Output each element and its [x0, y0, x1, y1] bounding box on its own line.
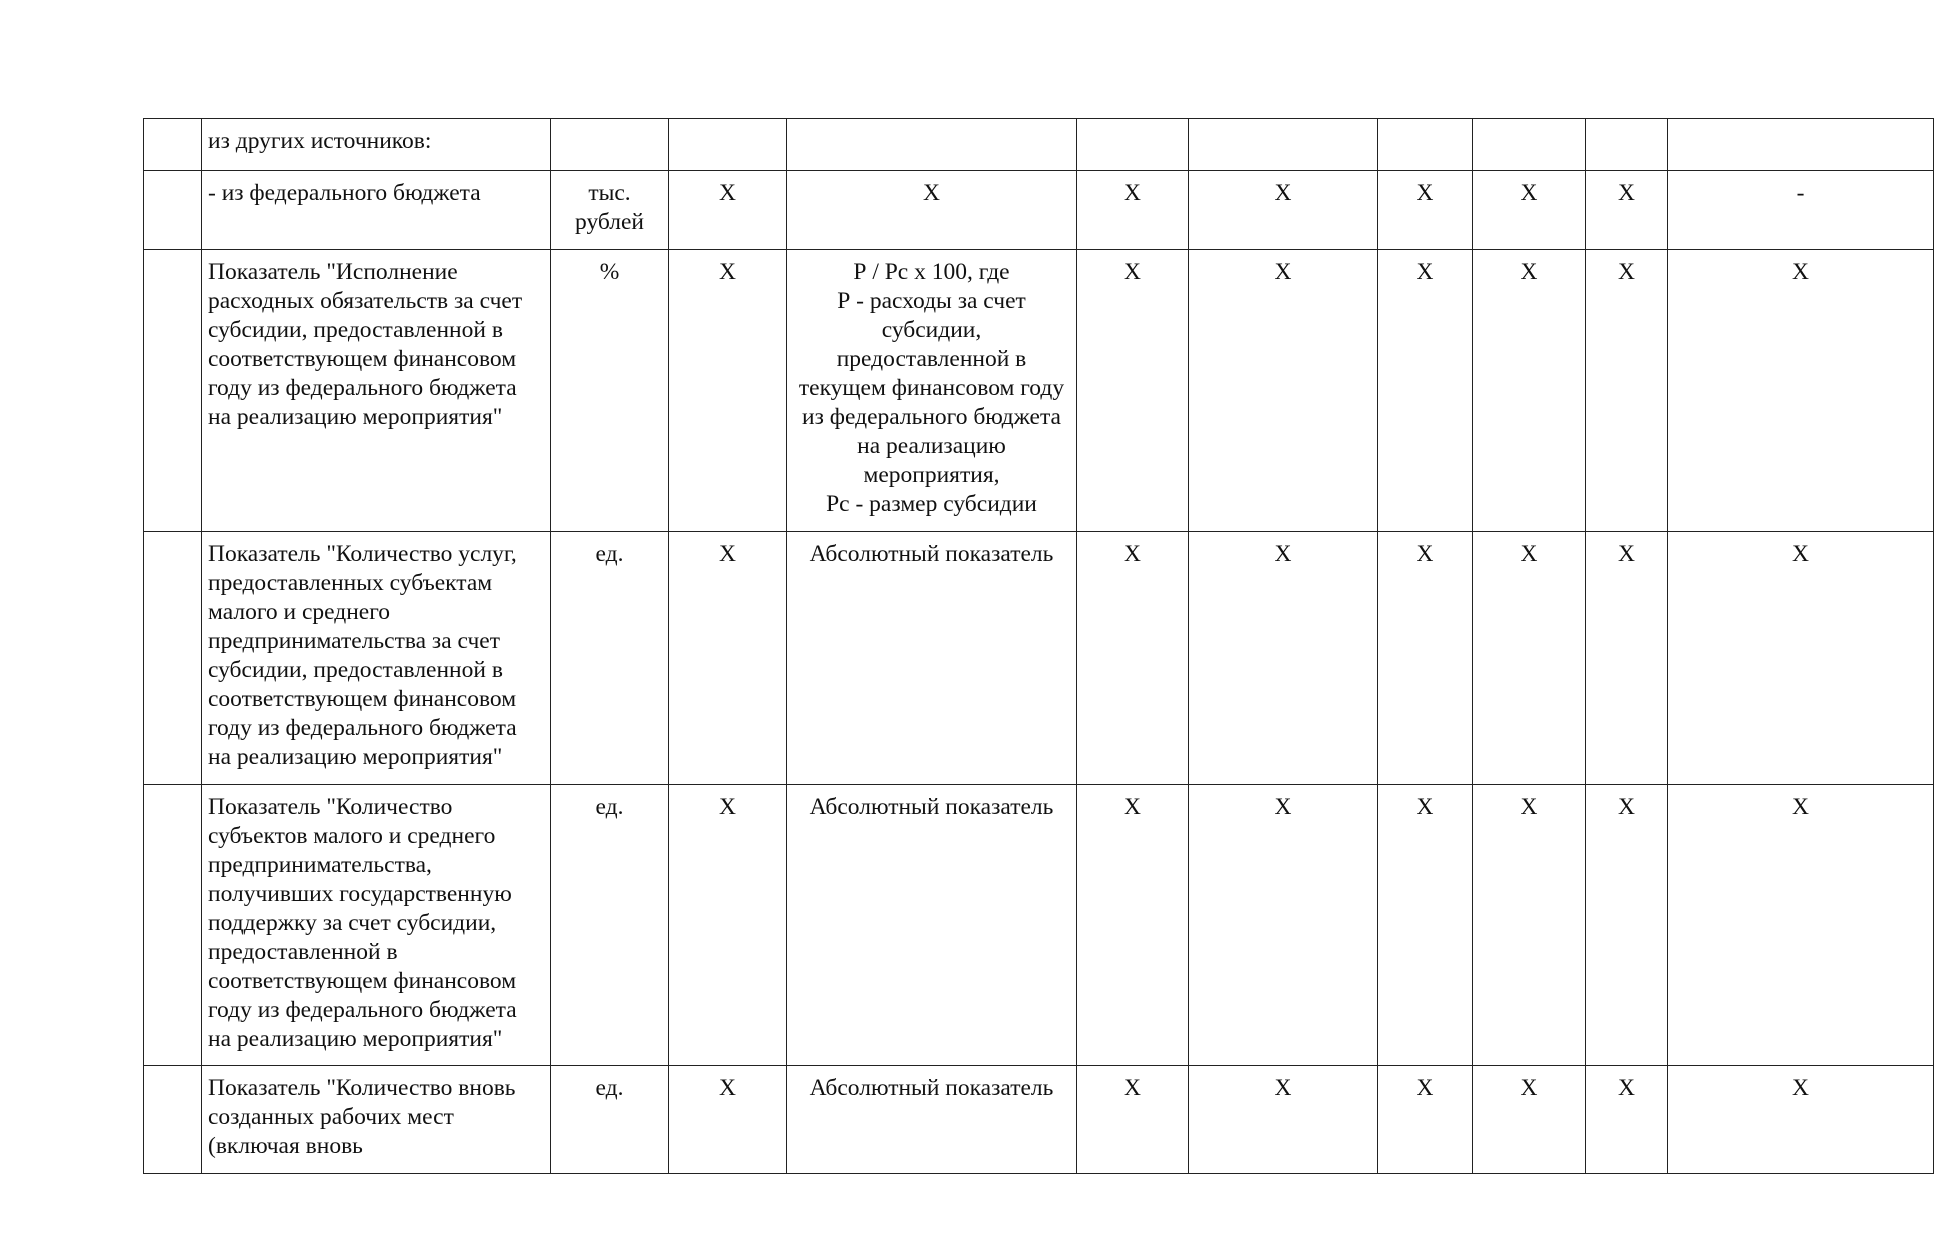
value-cell: Х [669, 785, 787, 1066]
value-cell: Х [1378, 171, 1473, 250]
value-cell: Х [669, 250, 787, 532]
indicator-name-cell: из других источников: [202, 119, 551, 171]
value-cell: Х [1668, 250, 1934, 532]
value-cell: Х [1189, 532, 1378, 785]
formula-definition: Р - расходы за счет субсидии, предоставленной в текущем финансовом году из федерального бюджета на реализацию мероприятия, [798, 288, 1065, 488]
value-cell: Х [1473, 171, 1586, 250]
indicator-name-cell: Показатель "Количество услуг, предоставленных субъектам малого и среднего предпринимательства за счет субсидии, предоставленной в соответствующем финансовом году из федерального бюджета на реализацию мероприятия" [202, 532, 551, 785]
table-row [144, 171, 1934, 250]
row-number-cell [144, 1066, 202, 1174]
value-cell [1077, 119, 1189, 171]
row-number-cell [144, 785, 202, 1066]
value-cell: Х [1077, 250, 1189, 532]
row-number-cell [144, 250, 202, 532]
table-row [144, 532, 1934, 785]
table-row [144, 250, 1934, 532]
calculation-method-cell: Абсолютный показатель [787, 785, 1077, 1066]
value-cell: Х [1189, 250, 1378, 532]
row-number-cell [144, 171, 202, 250]
value-cell: - [1668, 171, 1934, 250]
value-cell: Х [1077, 532, 1189, 785]
value-cell: Х [1077, 1066, 1189, 1174]
value-cell [1473, 119, 1586, 171]
calculation-method-cell: Абсолютный показатель [787, 1066, 1077, 1174]
formula-line: Р / Рс х 100, где [853, 259, 1010, 285]
value-cell: Х [1378, 785, 1473, 1066]
value-cell: Х [787, 171, 1077, 250]
value-cell: Х [1586, 785, 1668, 1066]
indicator-name-cell: - из федерального бюджета [202, 171, 551, 250]
formula-definition: Рс - размер субсидии [826, 491, 1037, 517]
indicator-name-cell: Показатель "Количество вновь созданных рабочих мест (включая вновь [202, 1066, 551, 1174]
value-cell [1586, 119, 1668, 171]
value-cell: Х [1189, 171, 1378, 250]
indicators-table [143, 118, 1934, 1174]
calculation-method-cell: Абсолютный показатель [787, 532, 1077, 785]
table-row [144, 119, 1934, 171]
value-cell: Х [1189, 785, 1378, 1066]
value-cell: Х [1378, 1066, 1473, 1174]
calculation-method-cell [787, 250, 1077, 532]
unit-cell: тыс. рублей [551, 171, 669, 250]
value-cell [1378, 119, 1473, 171]
value-cell [1668, 119, 1934, 171]
row-number-cell [144, 532, 202, 785]
value-cell: Х [1378, 532, 1473, 785]
unit-cell [551, 119, 669, 171]
value-cell: Х [1077, 171, 1189, 250]
unit-cell: ед. [551, 785, 669, 1066]
value-cell: Х [1668, 785, 1934, 1066]
value-cell: Х [1586, 532, 1668, 785]
value-cell: Х [1668, 532, 1934, 785]
unit-cell: % [551, 250, 669, 532]
value-cell: Х [1077, 785, 1189, 1066]
value-cell [669, 119, 787, 171]
value-cell: Х [669, 171, 787, 250]
value-cell: Х [1473, 532, 1586, 785]
value-cell: Х [1668, 1066, 1934, 1174]
value-cell: Х [1586, 171, 1668, 250]
value-cell: Х [1189, 1066, 1378, 1174]
value-cell: Х [1473, 250, 1586, 532]
value-cell: Х [1473, 1066, 1586, 1174]
value-cell: Х [1378, 250, 1473, 532]
value-cell [1189, 119, 1378, 171]
value-cell: Х [1586, 250, 1668, 532]
value-cell: Х [1586, 1066, 1668, 1174]
value-cell: Х [1473, 785, 1586, 1066]
method-cell [787, 119, 1077, 171]
indicator-name-cell: Показатель "Исполнение расходных обязательств за счет субсидии, предоставленной в соответствующем финансовом году из федерального бюджета на реализацию мероприятия" [202, 250, 551, 532]
unit-cell: ед. [551, 1066, 669, 1174]
row-number-cell [144, 119, 202, 171]
unit-cell: ед. [551, 532, 669, 785]
value-cell: Х [669, 532, 787, 785]
indicator-name-cell: Показатель "Количество субъектов малого и среднего предпринимательства, получивших государственную поддержку за счет субсидии, предоставленной в соответствующем финансовом году из федерального бюджета на реализацию мероприятия" [202, 785, 551, 1066]
value-cell: Х [669, 1066, 787, 1174]
table-row [144, 785, 1934, 1066]
table-row [144, 1066, 1934, 1174]
